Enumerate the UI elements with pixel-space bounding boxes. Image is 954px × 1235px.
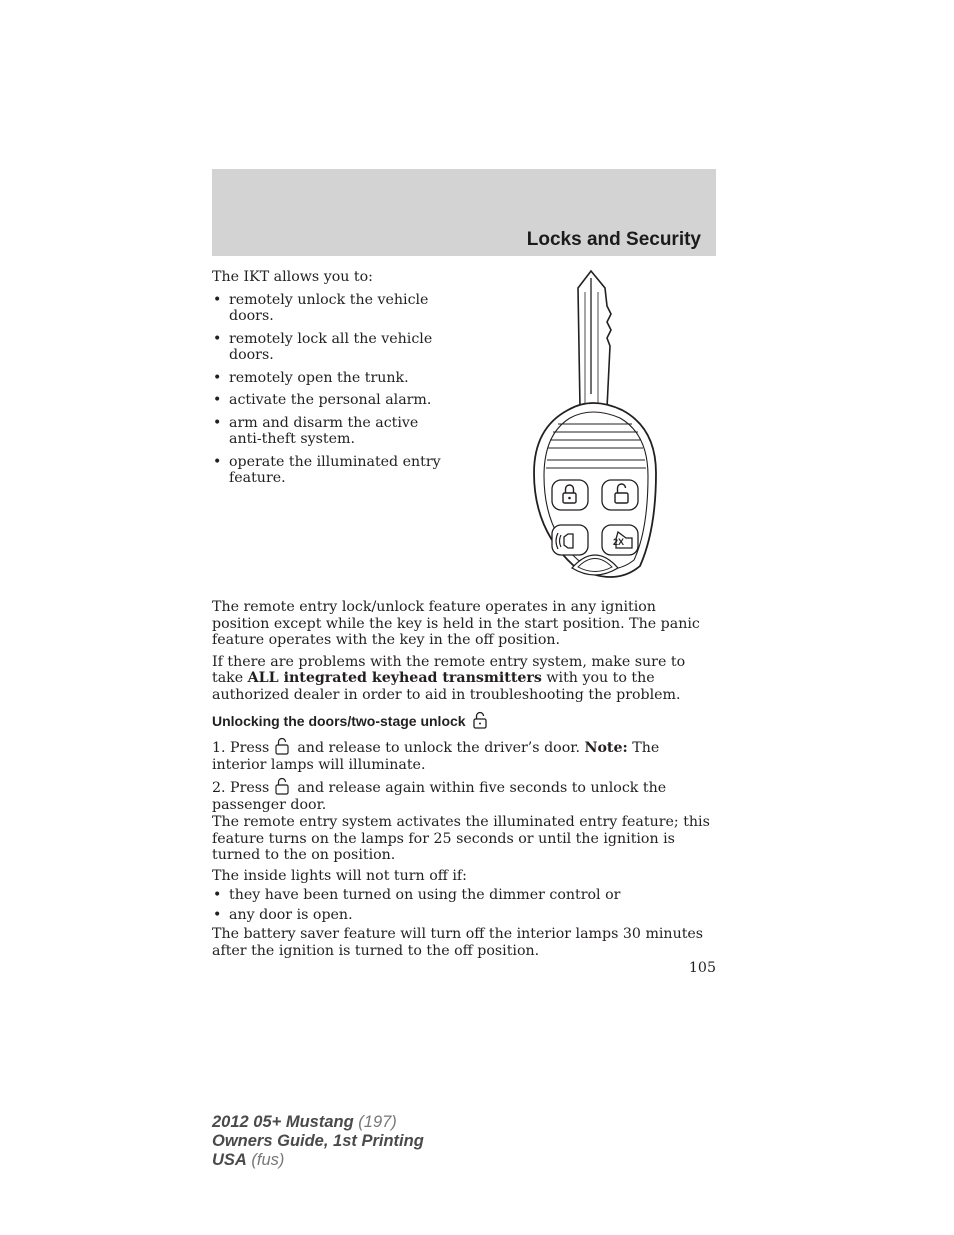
emphasis-transmitters: ALL integrated keyhead transmitters <box>247 670 542 686</box>
body-block <box>212 599 717 712</box>
document-footer: 2012 05+ Mustang (197) Owners Guide, 1st Printing USA (fus) <box>212 1113 424 1169</box>
section-header-band <box>212 169 716 256</box>
list-item: • activate the personal alarm. <box>212 392 447 409</box>
paragraph-illuminated-entry: The remote entry system activates the illuminated entry feature; this feature turns on the lamps for 25 seconds or until the ignition is turned to the on position. <box>212 814 710 863</box>
paragraph-inside-lights: The inside lights will not turn off if: <box>212 867 467 884</box>
list-item: • remotely lock all the vehicle doors. <box>212 331 447 364</box>
list-item: • remotely unlock the vehicle doors. <box>212 292 447 325</box>
paragraph-battery-saver: The battery saver feature will turn off the interior lamps 30 minutes after the ignition is turned to the off position. <box>212 926 704 959</box>
integrated-keyhead-transmitter-illustration <box>528 268 663 588</box>
list-item: • they have been turned on using the dimmer control or <box>212 887 717 904</box>
lighting-block <box>212 814 717 959</box>
list-item: • operate the illuminated entry feature. <box>212 454 447 487</box>
paragraph-ignition: The remote entry lock/unlock feature operates in any ignition position except while the key is held in the start position. The panic feature operates with the key in the off position. <box>212 599 700 648</box>
conditions-list <box>212 887 717 923</box>
page-number: 105 <box>688 960 716 976</box>
unlock-icon <box>275 777 289 795</box>
trunk-button-label: 2X <box>613 537 625 547</box>
intro-lead: The IKT allows you to: <box>212 269 373 285</box>
section-title: Locks and Security <box>526 229 701 250</box>
capability-list <box>212 292 447 487</box>
list-item: • remotely open the trunk. <box>212 370 447 387</box>
step-2: 2. Press and release again within five seconds to unlock the passenger door. <box>212 777 717 813</box>
intro-block <box>212 269 447 493</box>
paragraph-troubleshooting: If there are problems with the remote entry system, make sure to take ALL integrated keyhead transmitters with you to the authorized dealer in order to aid in troubleshooting the problem. <box>212 653 686 703</box>
list-item: • arm and disarm the active anti-theft system. <box>212 415 447 448</box>
section-heading-unlock: Unlocking the doors/two-stage unlock <box>212 711 495 729</box>
step-1: 1. Press and release to unlock the driver’s door. Note: The interior lamps will illuminate. <box>212 737 717 773</box>
unlock-icon <box>473 711 487 729</box>
unlock-icon <box>275 737 289 755</box>
list-item: • any door is open. <box>212 907 717 924</box>
